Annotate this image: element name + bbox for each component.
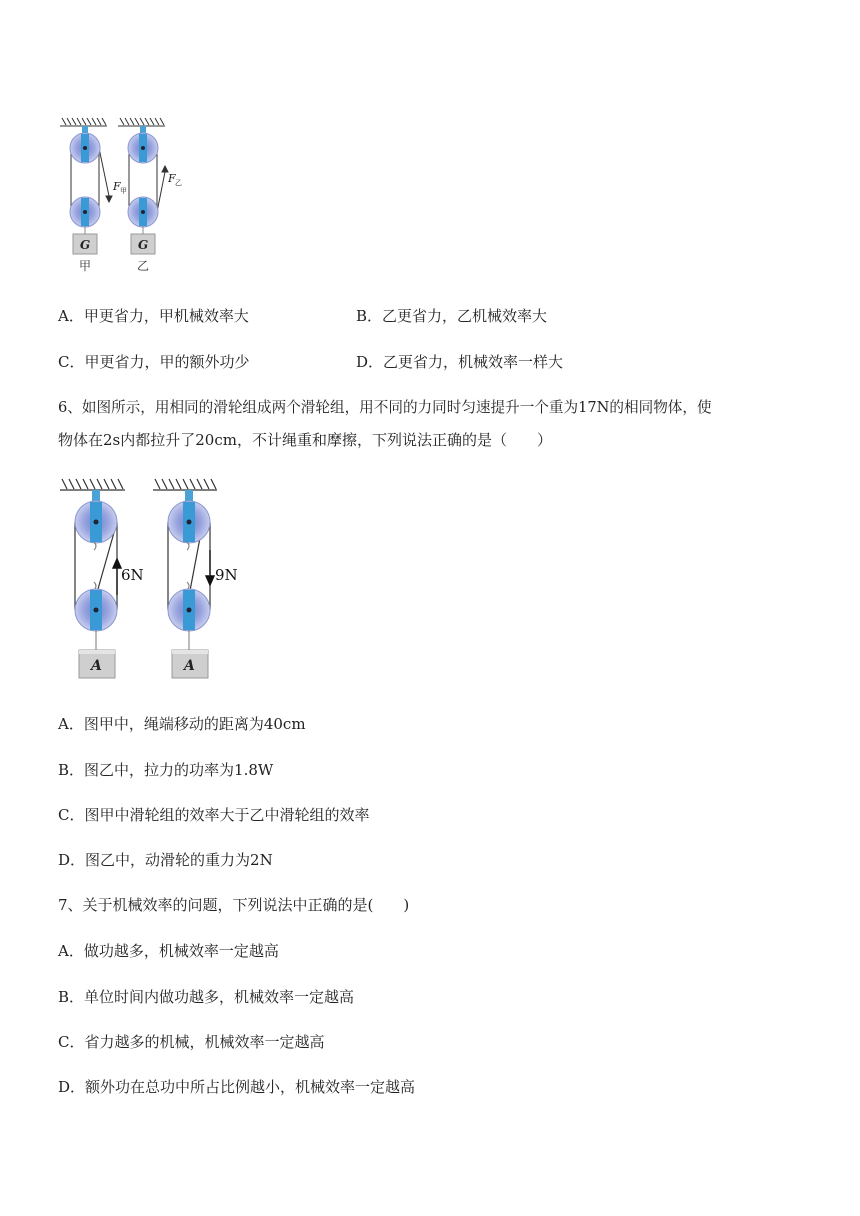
movable-pulley-left: [75, 582, 117, 650]
weight-block-right: [172, 650, 208, 678]
svg-text:A: A: [184, 658, 195, 674]
q6-option-a: A．图甲中，绳端移动的距离为40cm: [58, 715, 306, 733]
force-label-left: 6N: [121, 566, 144, 584]
q7-option-b: B．单位时间内做功越多，机械效率一定越高: [58, 988, 355, 1006]
q7-option-a: A．做功越多，机械效率一定越高: [58, 942, 279, 960]
q6-stem-line2: 物体在2s内都拉升了20cm，不计绳重和摩擦，下列说法正确的是（ ）: [58, 431, 552, 449]
force-arrow-right: [206, 550, 214, 585]
caption-yi: 乙: [137, 259, 150, 273]
ceiling-hatch-left: [60, 479, 125, 490]
pulley-figure-2: [55, 470, 238, 685]
ceiling-hatch-left: [60, 118, 107, 126]
weight-block-left: [73, 234, 97, 254]
q7-option-d: D．额外功在总功中所占比例越小，机械效率一定越高: [58, 1078, 416, 1096]
ceiling-hatch-right: [118, 118, 165, 126]
ceiling-hatch-right: [153, 479, 217, 490]
q5-option-a: A．甲更省力，甲机械效率大: [58, 307, 249, 325]
force-label-right-sub: 乙: [175, 179, 182, 187]
q6-option-c: C．图甲中滑轮组的效率大于乙中滑轮组的效率: [58, 806, 370, 824]
q6-option-b: B．图乙中，拉力的功率为1.8W: [58, 761, 274, 779]
movable-pulley-left: [70, 197, 100, 234]
q7-option-c: C．省力越多的机械，机械效率一定越高: [58, 1033, 325, 1051]
svg-text:G: G: [80, 238, 91, 252]
force-label-left: F: [113, 180, 121, 193]
force-label-right: F: [168, 172, 176, 185]
pulley-figure-1: [55, 112, 195, 282]
caption-jia: 甲: [79, 259, 92, 273]
svg-text:G: G: [138, 238, 149, 252]
fixed-pulley-right: [168, 490, 210, 550]
force-arrow-left: [106, 196, 112, 202]
q6-option-d: D．图乙中，动滑轮的重力为2N: [58, 851, 273, 869]
weight-block-left: [79, 650, 115, 678]
svg-text:A: A: [91, 658, 102, 674]
q5-option-b: B．乙更省力，乙机械效率大: [356, 307, 548, 325]
fixed-pulley-left: [75, 490, 117, 550]
q5-option-c: C．甲更省力，甲的额外功少: [58, 353, 250, 371]
movable-pulley-right: [128, 197, 158, 234]
movable-pulley-right: [168, 582, 210, 650]
q5-option-d: D．乙更省力，机械效率一样大: [356, 353, 564, 371]
q7-stem: 7、关于机械效率的问题，下列说法中正确的是( ): [58, 896, 410, 914]
weight-block-right: [131, 234, 155, 254]
force-label-left-sub: 甲: [120, 187, 127, 195]
fixed-pulley-right: [128, 126, 158, 163]
q6-stem-line1: 6、如图所示，用相同的滑轮组成两个滑轮组，用不同的力同时匀速提升一个重为17N的相同物体，使: [58, 399, 712, 416]
fixed-pulley-left: [70, 126, 100, 163]
force-label-right: 9N: [215, 566, 238, 584]
force-arrow-left: [113, 559, 121, 595]
